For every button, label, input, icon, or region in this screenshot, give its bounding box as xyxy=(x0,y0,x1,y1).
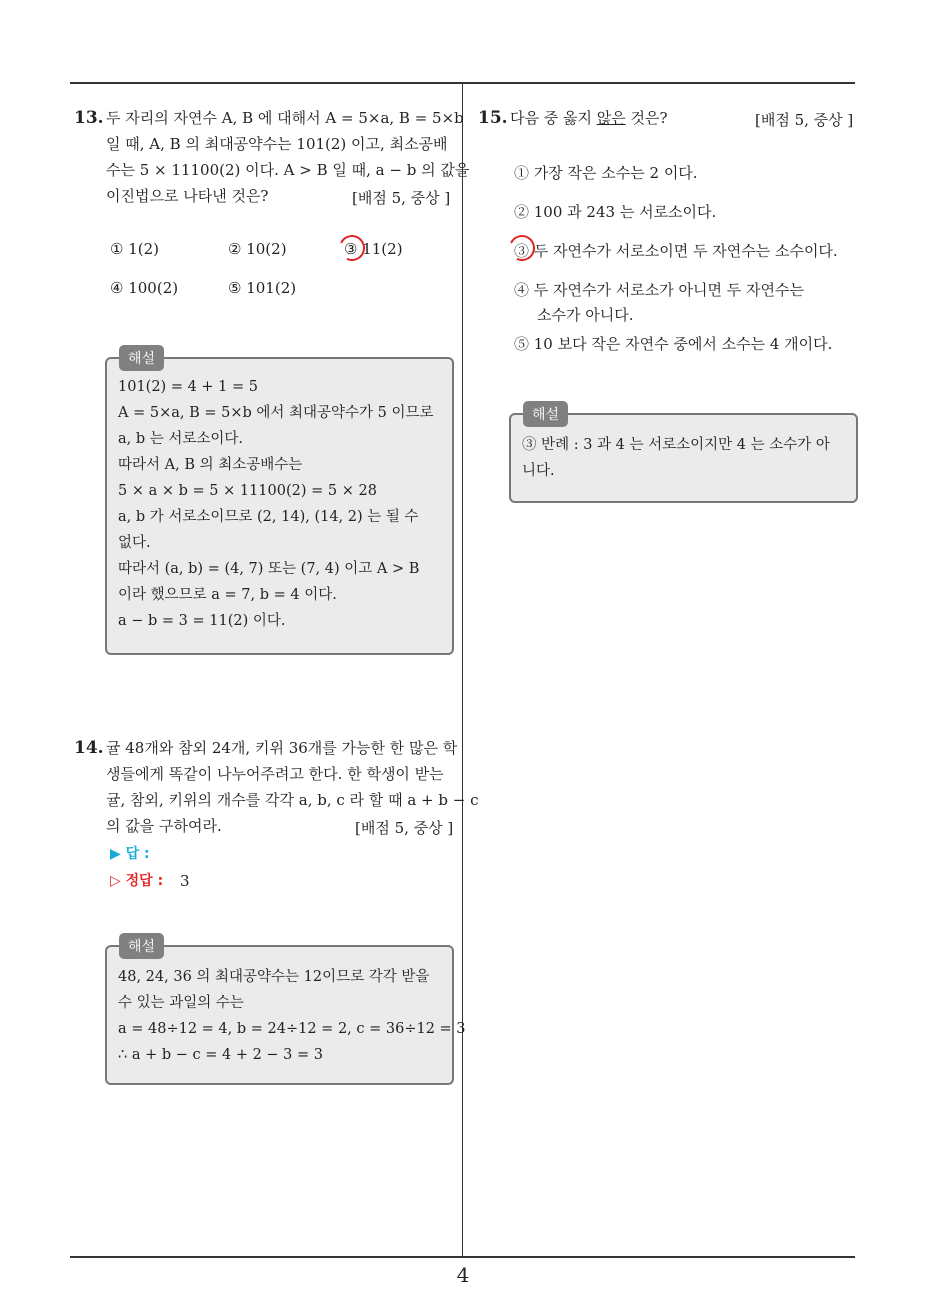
score-meta: [배점 5, 중상 ] xyxy=(355,819,454,837)
explanation-line: 48, 24, 36 의 최대공약수는 12이므로 각각 받을 xyxy=(118,969,430,985)
explanation-tag: 해설 xyxy=(119,933,164,959)
option-4[interactable]: ④ 100(2) xyxy=(110,279,179,297)
question-text-line: 수는 5 × 11100(2) 이다. A > B 일 때, a − b 의 값을 xyxy=(106,161,470,179)
explanation-line: 이라 했으므로 a = 7, b = 4 이다. xyxy=(118,587,337,603)
answer-label: ▶ 답 : xyxy=(110,846,150,862)
correct-answer-label: ▷ 정답 : xyxy=(110,873,164,889)
question-number: 14. xyxy=(74,738,104,758)
question-text-line: 의 값을 구하여라. xyxy=(106,817,222,835)
bottom-rule xyxy=(70,1256,855,1258)
explanation-line: 101(2) = 4 + 1 = 5 xyxy=(118,379,258,395)
option-1[interactable]: ① 가장 작은 소수는 2 이다. xyxy=(514,164,698,182)
prompt-underlined: 않은 xyxy=(596,109,626,127)
option-5[interactable]: ⑤ 10 보다 작은 자연수 중에서 소수는 4 개이다. xyxy=(514,335,833,353)
option-1[interactable]: ① 1(2) xyxy=(110,240,160,258)
question-number: 13. xyxy=(74,108,104,128)
option-4[interactable]: ④ 두 자연수가 서로소가 아니면 두 자연수는 xyxy=(514,281,804,299)
prompt-pre: 다음 중 옳지 xyxy=(510,109,597,127)
explanation-line: a − b = 3 = 11(2) 이다. xyxy=(118,613,286,629)
explanation-line: 따라서 (a, b) = (4, 7) 또는 (7, 4) 이고 A > B xyxy=(118,561,420,577)
score-meta: [배점 5, 중상 ] xyxy=(755,111,854,129)
explanation-line: ③ 반례 : 3 과 4 는 서로소이지만 4 는 소수가 아 xyxy=(522,437,830,453)
question-text-line: 일 때, A, B 의 최대공약수는 101(2) 이고, 최소공배 xyxy=(106,135,448,153)
option-2[interactable]: ② 100 과 243 는 서로소이다. xyxy=(514,203,717,221)
question-number: 15. xyxy=(478,108,508,128)
column-divider xyxy=(462,83,463,1257)
question-text-line: 귤, 참외, 키위의 개수를 각각 a, b, c 라 할 때 a + b − c xyxy=(106,791,479,809)
correct-answer-value: 3 xyxy=(180,872,190,890)
explanation-tag: 해설 xyxy=(523,401,568,427)
explanation-line: 5 × a × b = 5 × 11100(2) = 5 × 28 xyxy=(118,483,377,499)
explanation-tag: 해설 xyxy=(119,345,164,371)
explanation-line: a, b 가 서로소이므로 (2, 14), (14, 2) 는 될 수 xyxy=(118,509,419,525)
explanation-line: 니다. xyxy=(522,463,555,479)
question-text-line: 귤 48개와 참외 24개, 키위 36개를 가능한 한 많은 학 xyxy=(106,739,458,757)
explanation-line: 따라서 A, B 의 최소공배수는 xyxy=(118,457,303,473)
explanation-line: 없다. xyxy=(118,535,151,551)
explanation-line: 수 있는 과일의 수는 xyxy=(118,995,244,1011)
option-5[interactable]: ⑤ 101(2) xyxy=(228,279,297,297)
question-prompt xyxy=(510,105,668,131)
explanation-line: A = 5×a, B = 5×b 에서 최대공약수가 5 이므로 xyxy=(118,405,434,421)
score-meta: [배점 5, 중상 ] xyxy=(352,189,451,207)
explanation-line: a, b 는 서로소이다. xyxy=(118,431,244,447)
question-text-line: 두 자리의 자연수 A, B 에 대해서 A = 5×a, B = 5×b xyxy=(106,109,464,127)
page-number: 4 xyxy=(456,1263,470,1287)
option-3[interactable]: ③ 두 자연수가 서로소이면 두 자연수는 소수이다. xyxy=(514,242,838,260)
question-text-line: 이진법으로 나타낸 것은? xyxy=(106,187,269,205)
option-4-continued: 소수가 아니다. xyxy=(537,306,634,324)
prompt-post: 것은? xyxy=(625,109,668,127)
selected-mark-icon xyxy=(335,231,368,264)
question-text-line: 생들에게 똑같이 나누어주려고 한다. 한 학생이 받는 xyxy=(106,765,444,783)
option-3[interactable]: ③ 11(2) xyxy=(344,240,403,258)
option-2[interactable]: ② 10(2) xyxy=(228,240,287,258)
explanation-line: a = 48÷12 = 4, b = 24÷12 = 2, c = 36÷12 = 3 xyxy=(118,1021,466,1037)
explanation-line: ∴ a + b − c = 4 + 2 − 3 = 3 xyxy=(118,1047,323,1063)
